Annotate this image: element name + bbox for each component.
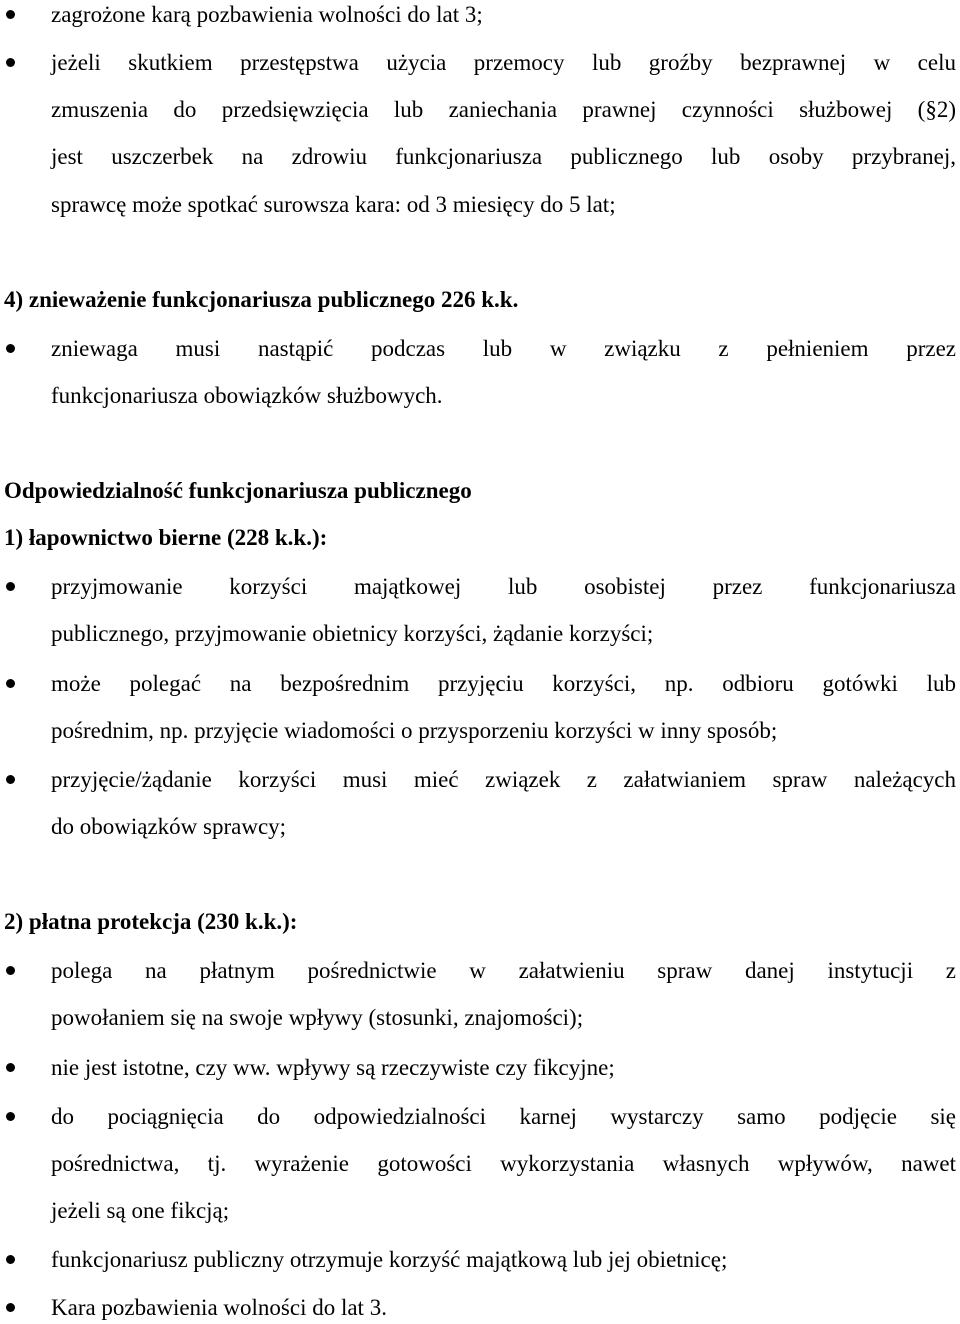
bullet-icon <box>6 775 15 784</box>
list-item-text: jeżeli skutkiem przestępstwa użycia przemocy lub groźby bezprawnej w celu <box>51 50 956 75</box>
list-item-text: funkcjonariusza obowiązków służbowych. <box>51 383 443 408</box>
list-item-text: pośrednictwa, tj. wyrażenie gotowości wykorzystania własnych wpływów, nawet <box>51 1151 956 1176</box>
list-item-text: funkcjonariusz publiczny otrzymuje korzyść majątkową lub jej obietnicę; <box>51 1247 728 1272</box>
list-item-text: może polegać na bezpośrednim przyjęciu korzyści, np. odbioru gotówki lub <box>51 671 956 696</box>
list-item-text: jest uszczerbek na zdrowiu funkcjonariusza publicznego lub osoby przybranej, <box>51 144 956 169</box>
page-title: Odpowiedzialność funkcjonariusza publicznego <box>4 478 472 503</box>
bullet-icon <box>6 1255 15 1264</box>
bullet-icon <box>6 1303 15 1312</box>
bullet-icon <box>6 1112 15 1121</box>
bullet-icon <box>6 344 15 353</box>
list-item-text: Kara pozbawienia wolności do lat 3. <box>51 1295 387 1320</box>
list-item-text: polega na płatnym pośrednictwie w załatwieniu spraw danej instytucji z <box>51 958 956 983</box>
list-item-text: jeżeli są one fikcją; <box>51 1198 230 1223</box>
section-heading: 2) płatna protekcja (230 k.k.): <box>4 909 298 934</box>
bullet-icon <box>6 966 15 975</box>
list-item-text: pośrednim, np. przyjęcie wiadomości o przysporzeniu korzyści w inny sposób; <box>51 718 778 743</box>
section-heading: 4) znieważenie funkcjonariusza publicznego 226 k.k. <box>4 287 519 312</box>
list-item-text: powołaniem się na swoje wpływy (stosunki, znajomości); <box>51 1005 584 1030</box>
bullet-icon <box>6 10 15 19</box>
list-item-text: publicznego, przyjmowanie obietnicy korzyści, żądanie korzyści; <box>51 621 654 646</box>
bullet-icon <box>6 679 15 688</box>
list-item-text: do obowiązków sprawcy; <box>51 814 287 839</box>
bullet-icon <box>6 58 15 67</box>
bullet-icon <box>6 1063 15 1072</box>
list-item-text: zmuszenia do przedsięwzięcia lub zaniechania prawnej czynności służbowej (§2) <box>51 97 956 122</box>
list-item-text: do pociągnięcia do odpowiedzialności karnej wystarczy samo podjęcie się <box>51 1104 956 1129</box>
list-item-text: nie jest istotne, czy ww. wpływy są rzeczywiste czy fikcyjne; <box>51 1055 615 1080</box>
list-item-text: sprawcę może spotkać surowsza kara: od 3 miesięcy do 5 lat; <box>51 192 616 217</box>
list-item-text: przyjęcie/żądanie korzyści musi mieć związek z załatwianiem spraw należących <box>51 767 956 792</box>
section-heading: 1) łapownictwo bierne (228 k.k.): <box>4 525 328 550</box>
list-item-text: przyjmowanie korzyści majątkowej lub osobistej przez funkcjonariusza <box>51 574 956 599</box>
bullet-icon <box>6 582 15 591</box>
list-item-text: zniewaga musi nastąpić podczas lub w związku z pełnieniem przez <box>51 336 956 361</box>
list-item-text: zagrożone karą pozbawienia wolności do lat 3; <box>51 2 483 27</box>
